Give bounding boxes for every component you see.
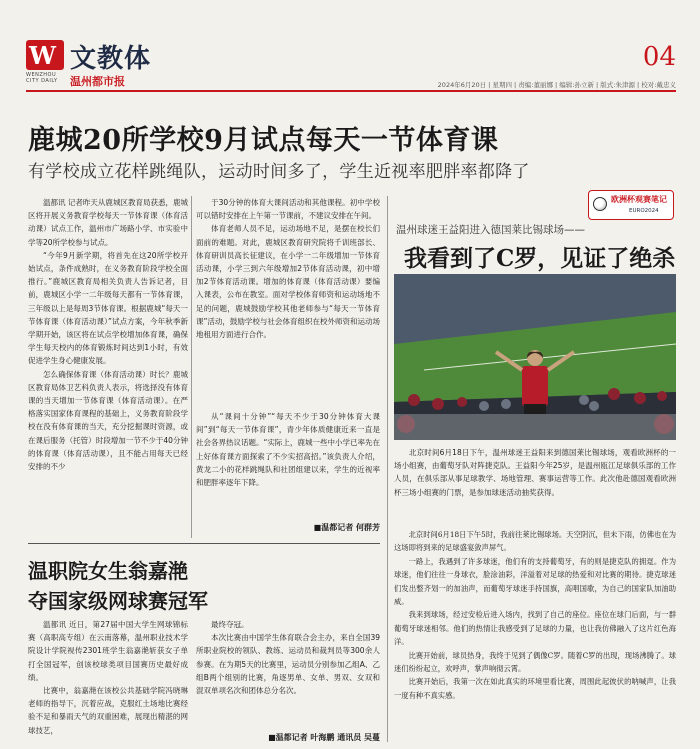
badge-title: 欧洲杯观赛笔记 [611, 195, 667, 204]
article2-column-2 [196, 618, 380, 730]
article2-column-1 [28, 618, 188, 746]
logo-letter: W [29, 41, 56, 70]
stadium-photo-illustration [394, 274, 676, 440]
paragraph: “今年9月新学期，将首先在这20所学校开始试点，条件成熟时，在义务教育阶段学校全面推行。”鹿城区教育局相关负责人告诉记者，目前，鹿城区小学一二年级每天都有一节体育课，三年级以上是每周3节体育课。根据鹿城“每天一节体育课（体育活动课）”试点方案，今年秋季新学期开始，该区将在试点学校增加体育课，确保学生每天校内的体育锻炼时间达到1小时，有效促进学生身心健康发展。 [28, 250, 188, 366]
article3-body [394, 528, 676, 744]
euro-cup-badge [588, 190, 674, 220]
article3-headline: 我看到了C罗，见证了绝杀 [404, 245, 676, 272]
paragraph: 一路上，我遇到了许多球迷，他们有的支持葡萄牙，有的则是捷克队的拥趸。作为球迷，他们往往一身球衣，脸涂油彩，洋溢着对足球的热爱和对比赛的期待。捷克球迷们发出整齐划一的加油声，而葡萄牙球迷手持国旗，高唱国歌，为自己的国家队加油助威。 [394, 556, 676, 607]
page-number: 04 [642, 42, 676, 72]
article1-byline: ■温都记者 何群芳 [313, 523, 380, 532]
article3-lead [394, 446, 676, 526]
badge-subtitle: EURO2024 [629, 208, 659, 214]
paper-name: 温州都市报 [70, 75, 125, 88]
article1-headline: 鹿城20所学校9月试点每天一节体育课 [28, 125, 499, 156]
masthead-rule [26, 90, 676, 92]
paragraph: 体育老师人员不足，运动场地不足，是摆在校长们面前的难题。对此，鹿城区教育研究院将千训班部长、体育研训员高长征建议，在小学一二年级增加一节体育活动课，小学三到六年级增加2节体育活动课，初中增加2节体育活动课。增加的体育课（体育活动课）要编入课表，公布在教室。面对学校体育师资和运动场地不足的问题，鹿城鼓励学校其他老师参与“每天一节体育课”活动，鼓励学校与社会体育组织在校外师资和运动场地租用方面进行合作。 [196, 224, 380, 340]
issue-meta: 2024年6月20日 | 星期四 | 责编:董丽娜 | 编辑:孙立新 | 版式:朱津源 | 校对:戴忠义 [437, 81, 676, 89]
newspaper-logo [26, 40, 64, 70]
paragraph: 比赛开始后，我第一次在如此真实的环境里看比赛，周围此起彼伏的呐喊声，让我一度有种不真实感。 [394, 677, 676, 700]
main-column-divider [387, 196, 388, 742]
paragraph: 于30分钟的体育大课间活动和其他课程。初中学校可以错时安排在上午第一节课前，不建议安排在午间。 [196, 198, 380, 221]
lead-paragraph: 北京时间6月18日下午，温州球迷王益阳来到德国莱比锡球场，观看欧洲杯的一场小组赛，由葡萄牙队对阵捷克队。王益阳今年25岁，是温州瓯江足球俱乐部的工作人员，在俱乐部从事足球教学、场地管理、赛事运营等工作。此次他赴德国观看欧洲杯三场小组赛的门票，是参加球迷活动抽奖获得。 [394, 448, 676, 497]
article2-headline-line1: 温职院女生翁嘉滟 [28, 559, 188, 583]
paragraph: 怎么确保体育课（体育活动课）时长？鹿城区教育局体卫艺科负责人表示，将选择没有体育课的当天增加一节体育课（体育活动课）。在严格落实国家体育课程的基础上，义务教育阶段学校在没有体育课的当天，充分挖掘课时资源，或在课后服务（托管）时段增加一节不少于40分钟的体育课（体育活动课），且不能占用每天已经安排的不少 [28, 369, 188, 472]
article1-column-1 [28, 196, 188, 538]
paragraph: 最终夺冠。 [211, 620, 249, 629]
article1-column-divider [191, 196, 192, 538]
stadium-photo [394, 274, 676, 440]
section-title: 文教体 [70, 44, 152, 74]
article1-column-2-bottom [196, 410, 380, 518]
masthead [0, 0, 700, 100]
article1-subheadline: 有学校成立花样跳绳队，运动时间多了，学生近视率肥胖率都降了 [28, 162, 530, 182]
logo-subtext: WENZHOU CITY DAILY [26, 72, 58, 84]
paragraph: 本次比赛由中国学生体育联合会主办，来自全国39所职业院校的领队、教练、运动员和裁判员等300余人参赛。在为期5天的比赛里，运动员分别参加乙组A、乙组B两个组别的比赛，角逐男单、女单、男双、女双和混双单项名次和团体总分名次。 [196, 633, 380, 696]
paragraph: 比赛开始前，球员热身，我终于见到了偶像C罗。随着C罗的出现，现场沸腾了。球迷们纷纷起立，欢呼声，掌声响彻云霄。 [394, 650, 676, 674]
football-icon [593, 197, 607, 211]
article2-headline [28, 556, 208, 616]
article3-kicker: 温州球迷王益阳进入德国莱比锡球场—— [396, 224, 585, 236]
paragraph: 我来到球场，经过安检后进入场内，找到了自己的座位。座位在球门后面，与一群葡萄牙球迷相邻。他们的热情让我感受到了足球的力量，也让我仿佛融入了这片红色海洋。 [394, 610, 676, 647]
paragraph: 北京时间6月18日下午5时，我前往莱比锡球场。天空阴沉，但未下雨，仿佛也在为这场即将到来的足球盛宴敛声屏气。 [394, 530, 676, 553]
article-separator [28, 543, 380, 544]
paragraph: 从“课间十分钟”“每天不少于30分钟体育大课间”到“每天一节体育课”，青少年体质健康近来一直是社会各界热议话题。“实际上，鹿城一些中小学已率先在上好体育课方面探索了不少实招高招。”该负责人介绍，黄龙二小的花样跳绳队和社团组建以来，学生的近视率和肥胖率逐年下降。 [196, 412, 380, 488]
article2-headline-line2: 夺国家级网球赛冠军 [28, 589, 208, 613]
article1-column-2-top [196, 196, 380, 402]
paragraph: 温都讯 近日，第27届中国大学生网球锦标赛（高职高专组）在云南落幕，温州职业技术学院设计学院视传2301班学生翁嘉滟斩获女子单打全国冠军，创该校球类项目国赛历史最好成绩。 [28, 620, 188, 682]
paragraph: 比赛中，翁嘉滟在该校公共基础学院冯晓琳老师的指导下，沉着应战，克服红土场地比赛经验不足和暴雨天气的双重困难，展现出精湛的网球技艺， [28, 686, 188, 735]
paragraph: 温都讯 记者昨天从鹿城区教育局获悉，鹿城区将开展义务教育学校每天一节体育课（体育活动课）试点工作，温州市广场路小学、市实验中学等20所学校参与试点。 [28, 198, 188, 247]
article2-byline: ■温都记者 叶海鹏 通讯员 吴蔓 [268, 733, 380, 742]
